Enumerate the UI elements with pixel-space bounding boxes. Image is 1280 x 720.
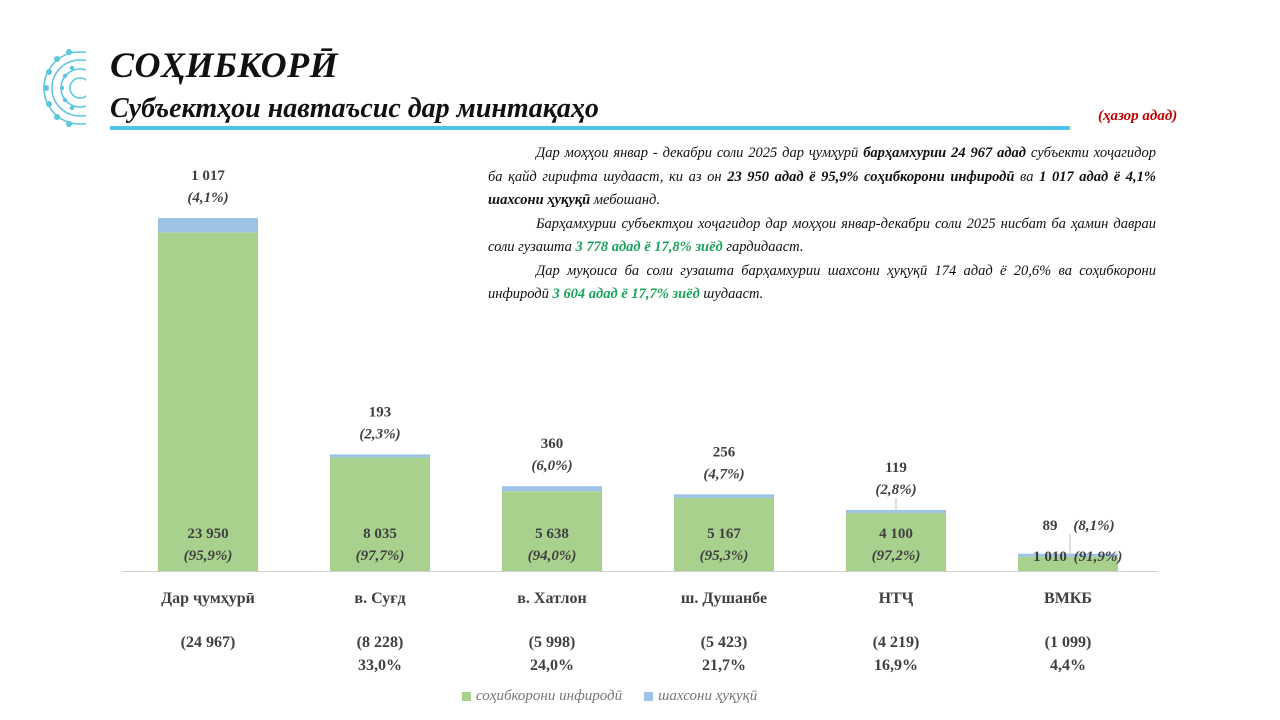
bar-legal-4 <box>846 510 946 513</box>
data-share-individual-5: (91,9%) <box>1073 549 1123 565</box>
category-total-3: (5 423) <box>700 634 748 651</box>
data-share-legal-3: (4,7%) <box>703 466 745 483</box>
legend-item-legal: шахсони ҳуқуқӣ <box>644 688 757 705</box>
page-subtitle: Субъектҳои навтаъсис дар минтақаҳо <box>110 93 599 124</box>
legend-swatch-legal <box>644 692 653 701</box>
data-label-legal-4: 119 <box>885 460 907 477</box>
data-label-legal-1: 193 <box>368 404 392 421</box>
legend-item-individual: соҳибкорони инфиродӣ <box>462 688 622 705</box>
data-share-individual-4: (97,2%) <box>871 548 921 564</box>
data-share-legal-5: (8,1%) <box>1073 518 1115 534</box>
category-total-share-5: 4,4% <box>1050 657 1086 674</box>
data-share-legal-1: (2,3%) <box>359 426 401 443</box>
chart-legend <box>462 688 779 705</box>
category-total-2: (5 998) <box>528 634 576 651</box>
category-total-share-2: 24,0% <box>530 657 574 674</box>
bar-legal-1 <box>330 454 430 457</box>
data-share-legal-4: (2,8%) <box>875 482 917 499</box>
data-share-individual-1: (97,7%) <box>355 548 405 564</box>
category-total-share-4: 16,9% <box>874 657 918 674</box>
data-share-individual-2: (94,0%) <box>527 548 577 564</box>
data-label-individual-2: 5 638 <box>535 526 569 542</box>
data-label-individual-0: 23 950 <box>187 526 229 542</box>
category-total-share-1: 33,0% <box>358 657 402 674</box>
category-total-5: (1 099) <box>1044 634 1092 651</box>
legend-swatch-individual <box>462 692 471 701</box>
summary-paragraph-3: Дар муқоиса ба соли гузашта барҳамхурии шахсони ҳуқуқӣ 174 адад ё 20,6% ва соҳибкорони инфиродӣ 3 604 адад ё 17,7% зиёд шудааст. <box>488 262 1156 302</box>
data-label-individual-4: 4 100 <box>879 526 913 542</box>
data-share-legal-0: (4,1%) <box>187 190 229 206</box>
data-label-legal-3: 256 <box>712 444 736 461</box>
bar-individual-0 <box>158 232 258 571</box>
category-label-5: ВМКБ <box>1044 590 1092 607</box>
data-share-individual-3: (95,3%) <box>699 548 749 564</box>
category-total-share-3: 21,7% <box>702 657 746 674</box>
category-total-0: (24 967) <box>180 634 236 651</box>
data-label-individual-1: 8 035 <box>363 526 397 542</box>
category-label-1: в. Суғд <box>354 590 406 607</box>
category-label-4: НТҶ <box>878 590 914 607</box>
bar-legal-2 <box>502 486 602 491</box>
units-label: (ҳазор адад) <box>1098 108 1178 124</box>
bar-legal-3 <box>674 494 774 498</box>
category-total-4: (4 219) <box>872 634 920 651</box>
summary-paragraph-1: Дар моҳҳои январ - декабри соли 2025 дар ҷумҳурӣ барҳамхурии 24 967 адад субъекти хоҷагидор ба қайд гирифта шудааст, ки аз он 23 950 адад ё 95,9% соҳибкорони инфиродӣ ва 1 017 адад ё 4,1% шахсони ҳуқуқӣ мебошанд. <box>488 145 1156 208</box>
bar-legal-0 <box>158 218 258 232</box>
data-label-legal-5: 89 <box>1042 518 1058 534</box>
data-share-legal-2: (6,0%) <box>531 458 573 475</box>
category-label-2: в. Хатлон <box>517 590 587 607</box>
category-label-3: ш. Душанбе <box>680 590 768 607</box>
page-title: СОҲИБКОРӢ <box>110 45 339 85</box>
data-label-legal-0: 1 017 <box>191 168 225 184</box>
category-label-0: Дар ҷумҳурӣ <box>161 590 255 607</box>
data-label-individual-3: 5 167 <box>707 526 741 542</box>
category-total-1: (8 228) <box>356 634 404 651</box>
data-share-individual-0: (95,9%) <box>183 548 233 564</box>
data-label-individual-5: 1 010 <box>1033 549 1067 565</box>
summary-paragraph-2: Барҳамхурии субъектҳои хоҷагидор дар моҳҳои январ-декабри соли 2025 нисбат ба ҳамин давраи соли гузашта 3 778 адад ё 17,8% зиёд гардидааст. <box>488 215 1156 255</box>
data-label-legal-2: 360 <box>540 436 564 453</box>
